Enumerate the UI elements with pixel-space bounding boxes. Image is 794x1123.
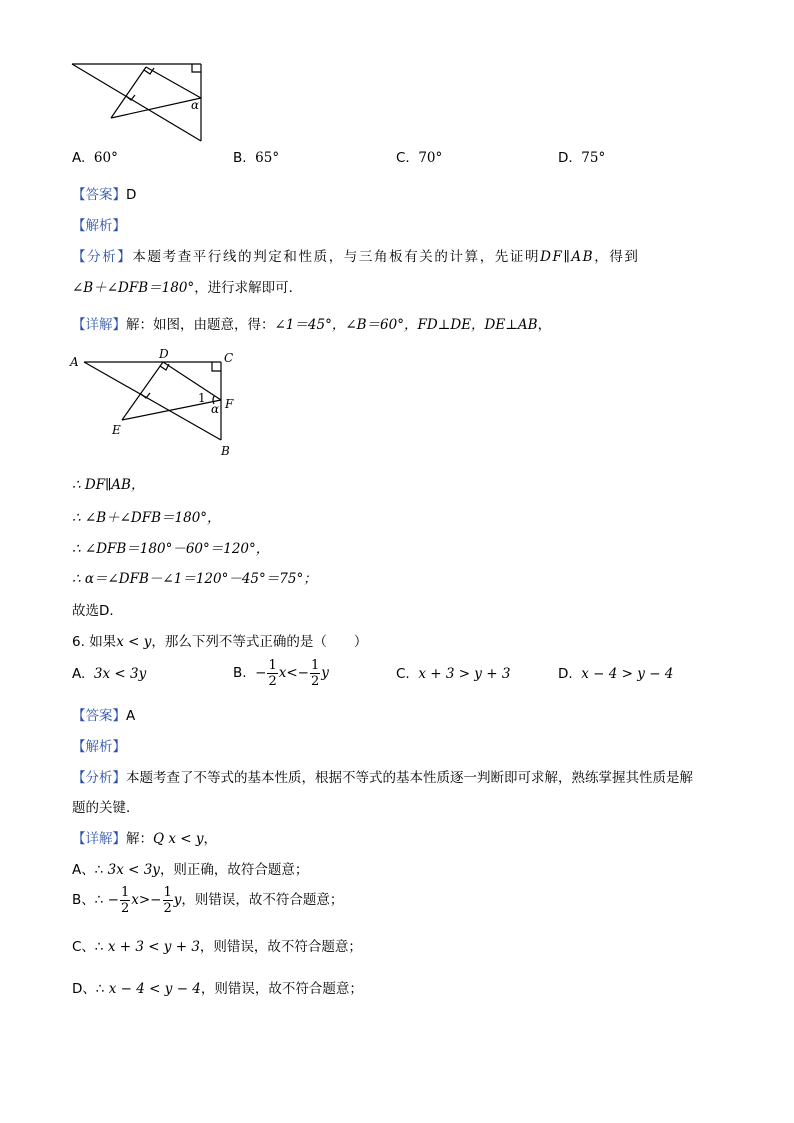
fenxi-text: ，得到 (594, 249, 640, 265)
item-text: ，则错误，故不符合题意； (200, 981, 363, 997)
answer-tag: 【答案】 (72, 708, 126, 724)
option-expression: x + 3 > y + 3 (418, 666, 511, 682)
q6-stem (72, 630, 367, 650)
q5-step-1: ∴ DF∥AB， (72, 477, 145, 493)
label-angle-1: 1 (198, 391, 206, 405)
stem-text: ，那么下列不等式正确的是（ ） (151, 634, 368, 650)
option-label: C. (396, 150, 410, 166)
item-prefix: B、∴ (72, 892, 104, 908)
detail-text: ， (203, 831, 217, 847)
q6-option-d (558, 666, 673, 682)
q5-answer (72, 183, 136, 203)
item-prefix: A、∴ (72, 862, 104, 878)
fenxi-text: 本题考查了不等式的基本性质，根据不等式的基本性质逐一判断即可求解，熟练掌握其性质是解 (126, 770, 693, 786)
detail-text: 解： (126, 831, 153, 847)
label-e: E (112, 423, 121, 437)
q5-option-b (233, 150, 279, 166)
figure-triangles-labeled (66, 346, 246, 461)
answer-value: A (126, 708, 136, 724)
fenxi-tag: 【分析】 (72, 770, 126, 786)
answer-value: D (126, 187, 137, 203)
q6-detail-line (72, 827, 217, 847)
option-label: B. (233, 150, 247, 166)
answer-tag: 【答案】 (72, 187, 126, 203)
detail-tag: 【详解】 (72, 317, 126, 333)
option-label: B. (233, 665, 247, 681)
q6-fenxi-line2: 题的关键． (72, 800, 140, 816)
option-expression: 3x < 3y (93, 666, 147, 682)
detail-text: ， (537, 317, 552, 333)
option-label: A. (72, 150, 86, 166)
item-text: ，则错误，故不符合题意； (199, 939, 362, 955)
q6-option-c (396, 666, 510, 682)
q6-fenxi-line1 (72, 766, 693, 786)
fraction-half: $\frac{1}{2}$ (163, 884, 172, 916)
fenxi-text: ，进行求解即可． (194, 280, 303, 296)
q5-step-2: ∴ ∠B＋∠DFB＝180°， (72, 510, 221, 526)
q5-option-c (396, 150, 442, 166)
label-d: D (159, 347, 169, 361)
math-expression: 3x < 3y (107, 862, 160, 878)
option-label: C. (396, 666, 410, 682)
item-text: ，则错误，故不符合题意； (181, 892, 344, 908)
q6-item-a (72, 858, 308, 878)
fenxi-text: 本题考查平行线的判定和性质，与三角板有关的计算，先证明 (132, 249, 541, 265)
option-label: D. (558, 150, 573, 166)
q6-item-d (72, 977, 363, 997)
q5-conclusion: 故选D． (72, 603, 123, 619)
label-a: A (70, 355, 79, 369)
q5-option-d (558, 150, 605, 166)
label-b: B (221, 444, 230, 458)
item-prefix: D、∴ (72, 981, 105, 997)
figure-triangles-top (68, 60, 218, 145)
math-expression: ∠B＋∠DFB＝180° (72, 280, 195, 296)
q5-step-4: ∴ α＝∠DFB－∠1＝120°－45°＝75°； (72, 571, 317, 587)
option-label: D. (558, 666, 573, 682)
question-number: 6. (72, 634, 85, 650)
q6-item-b: B、∴ − $\frac{1}{2}$ x>− $\frac{1}{2}$ y，则错误，故不符合题意； (72, 884, 344, 916)
fenxi-tag: 【分析】 (72, 249, 133, 265)
option-value: 65° (255, 150, 280, 166)
math-expression: Q x < y (153, 831, 204, 847)
math-expression: x − 4 < y − 4 (108, 981, 201, 997)
option-value: 60° (93, 150, 118, 166)
q5-fenxi-line1 (72, 245, 640, 265)
q6-option-a (72, 666, 146, 682)
label-f: F (225, 397, 234, 411)
fraction-half: $\frac{1}{2}$ (311, 657, 320, 689)
math-expression: x < y (116, 634, 152, 650)
q5-analysis-tag: 【解析】 (72, 218, 126, 234)
q5-detail-line (72, 313, 551, 333)
option-label: A. (72, 666, 86, 682)
math-expression: DF∥AB (540, 249, 595, 265)
option-value: 75° (581, 150, 606, 166)
alpha-label-top: α (191, 98, 200, 112)
math-expression: x + 3 < y + 3 (107, 939, 200, 955)
q5-step-3: ∴ ∠DFB＝180°－60°＝120°， (72, 541, 270, 557)
fraction-half: $\frac{1}{2}$ (120, 884, 130, 916)
label-c: C (224, 351, 234, 365)
detail-text: 解：如图，由题意，得： (126, 317, 275, 333)
q6-analysis-tag: 【解析】 (72, 739, 126, 755)
math-expression: ∠1＝45°，∠B＝60°，FD⊥DE，DE⊥AB (274, 317, 538, 333)
label-alpha: α (211, 402, 220, 416)
q5-option-a (72, 150, 118, 166)
detail-tag: 【详解】 (72, 831, 126, 847)
option-value: 70° (418, 150, 443, 166)
item-prefix: C、∴ (72, 939, 104, 955)
q5-fenxi-line2 (72, 276, 302, 296)
stem-text: 如果 (89, 634, 117, 650)
fraction-half: $\frac{1}{2}$ (268, 657, 277, 689)
q6-item-c (72, 935, 362, 955)
q6-option-b: B. − $\frac{1}{2}$ x<− $\frac{1}{2}$ y (233, 657, 329, 689)
q6-answer (72, 704, 135, 724)
item-text: ，则正确，故符合题意； (159, 862, 309, 878)
option-expression: x − 4 > y − 4 (581, 666, 674, 682)
